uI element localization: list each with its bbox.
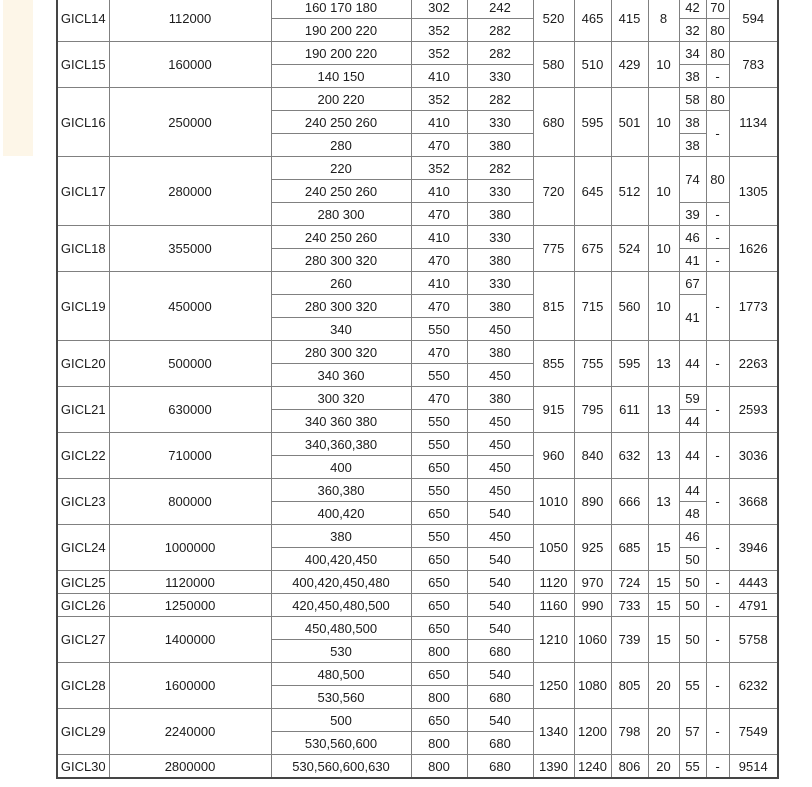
dim-d1-cell: 800 [411, 732, 467, 755]
torque-cell: 280000 [109, 157, 271, 226]
model-cell: GICL22 [57, 433, 109, 479]
dim-d2-cell: 282 [467, 42, 533, 65]
bore-range-cell: 160 170 180 [271, 0, 411, 19]
col-a-cell: 57 [679, 709, 706, 755]
bore-range-cell: 380 [271, 525, 411, 548]
dim-d1-cell: 550 [411, 364, 467, 387]
torque-cell: 2240000 [109, 709, 271, 755]
col-a-cell: 38 [679, 111, 706, 134]
dim-d2-cell: 680 [467, 755, 533, 779]
dim-l1-cell: 1080 [574, 663, 611, 709]
dim-d1-cell: 650 [411, 617, 467, 640]
dim-d2-cell: 540 [467, 663, 533, 686]
col-b-cell: - [706, 525, 729, 571]
mass-cell: 3036 [729, 433, 778, 479]
col-b-cell: - [706, 65, 729, 88]
dim-l1-cell: 840 [574, 433, 611, 479]
dim-l-cell: 1010 [533, 479, 574, 525]
dim-c-cell: 611 [611, 387, 648, 433]
dim-l1-cell: 795 [574, 387, 611, 433]
col-a-cell: 44 [679, 479, 706, 502]
dim-e-cell: 20 [648, 755, 679, 779]
bore-range-cell: 280 300 320 [271, 249, 411, 272]
dim-l-cell: 580 [533, 42, 574, 88]
dim-l-cell: 855 [533, 341, 574, 387]
col-a-cell: 32 [679, 19, 706, 42]
table-row [57, 42, 778, 65]
bore-range-cell: 140 150 [271, 65, 411, 88]
dim-d1-cell: 650 [411, 594, 467, 617]
table-row [57, 157, 778, 180]
model-cell: GICL23 [57, 479, 109, 525]
col-b-cell: 80 [706, 88, 729, 111]
dim-l1-cell: 465 [574, 0, 611, 42]
model-cell: GICL20 [57, 341, 109, 387]
table-row [57, 226, 778, 249]
dim-d2-cell: 380 [467, 295, 533, 318]
dim-e-cell: 10 [648, 88, 679, 157]
bore-range-cell: 530,560,600,630 [271, 755, 411, 779]
dim-d2-cell: 380 [467, 203, 533, 226]
dim-d2-cell: 680 [467, 640, 533, 663]
mass-cell: 1305 [729, 157, 778, 226]
bore-range-cell: 530,560 [271, 686, 411, 709]
model-cell: GICL29 [57, 709, 109, 755]
dim-d2-cell: 380 [467, 249, 533, 272]
dim-l1-cell: 1060 [574, 617, 611, 663]
dim-c-cell: 724 [611, 571, 648, 594]
mass-cell: 3946 [729, 525, 778, 571]
mass-cell: 594 [729, 0, 778, 42]
col-b-cell: - [706, 203, 729, 226]
dim-c-cell: 501 [611, 88, 648, 157]
dim-d1-cell: 550 [411, 410, 467, 433]
mass-cell: 1773 [729, 272, 778, 341]
col-b-cell: 80 [706, 42, 729, 65]
dim-c-cell: 798 [611, 709, 648, 755]
dim-d1-cell: 800 [411, 686, 467, 709]
dim-l1-cell: 970 [574, 571, 611, 594]
col-b-cell: - [706, 341, 729, 387]
dim-d1-cell: 550 [411, 318, 467, 341]
torque-cell: 250000 [109, 88, 271, 157]
table-row [57, 755, 778, 779]
col-a-cell: 41 [679, 249, 706, 272]
table-row [57, 617, 778, 640]
torque-cell: 355000 [109, 226, 271, 272]
dim-d1-cell: 410 [411, 272, 467, 295]
dim-l-cell: 815 [533, 272, 574, 341]
dim-e-cell: 13 [648, 433, 679, 479]
col-b-cell: - [706, 479, 729, 525]
dim-c-cell: 806 [611, 755, 648, 779]
bore-range-cell: 480,500 [271, 663, 411, 686]
dim-c-cell: 685 [611, 525, 648, 571]
dim-d2-cell: 450 [467, 433, 533, 456]
dim-d2-cell: 242 [467, 0, 533, 19]
dim-c-cell: 805 [611, 663, 648, 709]
mass-cell: 9514 [729, 755, 778, 779]
dim-d1-cell: 470 [411, 387, 467, 410]
torque-cell: 800000 [109, 479, 271, 525]
dim-d2-cell: 450 [467, 525, 533, 548]
dim-d2-cell: 282 [467, 157, 533, 180]
dim-l-cell: 1210 [533, 617, 574, 663]
bore-range-cell: 280 300 [271, 203, 411, 226]
bore-range-cell: 280 [271, 134, 411, 157]
bore-range-cell: 190 200 220 [271, 19, 411, 42]
model-cell: GICL25 [57, 571, 109, 594]
dim-d1-cell: 800 [411, 640, 467, 663]
col-a-cell: 55 [679, 663, 706, 709]
dim-d1-cell: 550 [411, 479, 467, 502]
col-a-cell: 34 [679, 42, 706, 65]
dim-d1-cell: 410 [411, 226, 467, 249]
dim-c-cell: 739 [611, 617, 648, 663]
bore-range-cell: 340 360 380 [271, 410, 411, 433]
model-cell: GICL18 [57, 226, 109, 272]
dim-d1-cell: 352 [411, 42, 467, 65]
dim-e-cell: 15 [648, 571, 679, 594]
page-margin-strip [3, 0, 33, 156]
table-row [57, 88, 778, 111]
col-a-cell: 38 [679, 134, 706, 157]
model-cell: GICL28 [57, 663, 109, 709]
table-row [57, 594, 778, 617]
torque-cell: 2800000 [109, 755, 271, 779]
mass-cell: 1134 [729, 88, 778, 157]
bore-range-cell: 420,450,480,500 [271, 594, 411, 617]
bore-range-cell: 280 300 320 [271, 295, 411, 318]
bore-range-cell: 340,360,380 [271, 433, 411, 456]
bore-range-cell: 260 [271, 272, 411, 295]
col-b-cell: - [706, 571, 729, 594]
table-row [57, 525, 778, 548]
bore-range-cell: 280 300 320 [271, 341, 411, 364]
model-cell: GICL16 [57, 88, 109, 157]
col-a-cell: 58 [679, 88, 706, 111]
dim-d1-cell: 550 [411, 525, 467, 548]
col-a-cell: 50 [679, 548, 706, 571]
dim-d1-cell: 352 [411, 19, 467, 42]
bore-range-cell: 530 [271, 640, 411, 663]
col-b-cell: 80 [706, 157, 729, 203]
col-a-cell: 44 [679, 341, 706, 387]
dim-c-cell: 595 [611, 341, 648, 387]
table-row [57, 663, 778, 686]
col-a-cell: 67 [679, 272, 706, 295]
col-a-cell: 55 [679, 755, 706, 779]
dim-e-cell: 13 [648, 387, 679, 433]
col-a-cell: 74 [679, 157, 706, 203]
torque-cell: 1000000 [109, 525, 271, 571]
dim-e-cell: 15 [648, 594, 679, 617]
dim-d1-cell: 650 [411, 663, 467, 686]
dim-d2-cell: 330 [467, 226, 533, 249]
dim-l-cell: 1120 [533, 571, 574, 594]
col-b-cell: 70 [706, 0, 729, 19]
dim-d1-cell: 470 [411, 249, 467, 272]
dim-e-cell: 15 [648, 617, 679, 663]
dim-d2-cell: 330 [467, 111, 533, 134]
dim-l1-cell: 715 [574, 272, 611, 341]
col-b-cell: - [706, 226, 729, 249]
mass-cell: 2263 [729, 341, 778, 387]
bore-range-cell: 240 250 260 [271, 180, 411, 203]
bore-range-cell: 400,420,450,480 [271, 571, 411, 594]
dim-c-cell: 560 [611, 272, 648, 341]
dim-d2-cell: 450 [467, 364, 533, 387]
dim-l1-cell: 755 [574, 341, 611, 387]
bore-range-cell: 360,380 [271, 479, 411, 502]
mass-cell: 7549 [729, 709, 778, 755]
dim-e-cell: 10 [648, 157, 679, 226]
spec-table [56, 0, 779, 779]
model-cell: GICL21 [57, 387, 109, 433]
torque-cell: 500000 [109, 341, 271, 387]
dim-l1-cell: 1200 [574, 709, 611, 755]
model-cell: GICL15 [57, 42, 109, 88]
dim-l1-cell: 925 [574, 525, 611, 571]
dim-l1-cell: 510 [574, 42, 611, 88]
bore-range-cell: 220 [271, 157, 411, 180]
dim-d1-cell: 352 [411, 88, 467, 111]
dim-e-cell: 15 [648, 525, 679, 571]
dim-c-cell: 429 [611, 42, 648, 88]
table-row [57, 479, 778, 502]
dim-e-cell: 13 [648, 341, 679, 387]
col-a-cell: 46 [679, 525, 706, 548]
dim-d1-cell: 410 [411, 111, 467, 134]
bore-range-cell: 240 250 260 [271, 226, 411, 249]
dim-d1-cell: 410 [411, 65, 467, 88]
dim-e-cell: 20 [648, 663, 679, 709]
bore-range-cell: 530,560,600 [271, 732, 411, 755]
torque-cell: 1600000 [109, 663, 271, 709]
dim-d1-cell: 650 [411, 502, 467, 525]
dim-e-cell: 10 [648, 272, 679, 341]
spec-table-body [57, 0, 778, 778]
dim-d2-cell: 540 [467, 502, 533, 525]
col-b-cell: - [706, 387, 729, 433]
bore-range-cell: 400,420,450 [271, 548, 411, 571]
dim-l-cell: 680 [533, 88, 574, 157]
mass-cell: 4443 [729, 571, 778, 594]
table-row [57, 341, 778, 364]
bore-range-cell: 340 360 [271, 364, 411, 387]
torque-cell: 1250000 [109, 594, 271, 617]
dim-d2-cell: 282 [467, 88, 533, 111]
dim-l-cell: 1250 [533, 663, 574, 709]
bore-range-cell: 240 250 260 [271, 111, 411, 134]
mass-cell: 1626 [729, 226, 778, 272]
col-a-cell: 44 [679, 433, 706, 479]
dim-d2-cell: 380 [467, 134, 533, 157]
dim-d2-cell: 450 [467, 318, 533, 341]
dim-d2-cell: 330 [467, 65, 533, 88]
dim-d1-cell: 410 [411, 180, 467, 203]
mass-cell: 2593 [729, 387, 778, 433]
model-cell: GICL30 [57, 755, 109, 779]
torque-cell: 1120000 [109, 571, 271, 594]
bore-range-cell: 500 [271, 709, 411, 732]
torque-cell: 160000 [109, 42, 271, 88]
dim-d2-cell: 540 [467, 617, 533, 640]
mass-cell: 6232 [729, 663, 778, 709]
table-row [57, 272, 778, 295]
model-cell: GICL27 [57, 617, 109, 663]
col-a-cell: 48 [679, 502, 706, 525]
dim-e-cell: 10 [648, 226, 679, 272]
table-row [57, 433, 778, 456]
col-b-cell: - [706, 617, 729, 663]
dim-e-cell: 13 [648, 479, 679, 525]
col-a-cell: 46 [679, 226, 706, 249]
dim-d1-cell: 800 [411, 755, 467, 779]
dim-e-cell: 8 [648, 0, 679, 42]
table-row [57, 0, 778, 19]
dim-l-cell: 720 [533, 157, 574, 226]
table-row [57, 387, 778, 410]
model-cell: GICL26 [57, 594, 109, 617]
bore-range-cell: 340 [271, 318, 411, 341]
model-cell: GICL17 [57, 157, 109, 226]
model-cell: GICL24 [57, 525, 109, 571]
col-a-cell: 50 [679, 571, 706, 594]
col-a-cell: 42 [679, 0, 706, 19]
bore-range-cell: 400,420 [271, 502, 411, 525]
col-b-cell: - [706, 433, 729, 479]
col-b-cell: - [706, 594, 729, 617]
mass-cell: 4791 [729, 594, 778, 617]
table-row [57, 571, 778, 594]
bore-range-cell: 300 320 [271, 387, 411, 410]
torque-cell: 1400000 [109, 617, 271, 663]
dim-d1-cell: 650 [411, 571, 467, 594]
dim-e-cell: 10 [648, 42, 679, 88]
dim-c-cell: 666 [611, 479, 648, 525]
torque-cell: 112000 [109, 0, 271, 42]
dim-l-cell: 1160 [533, 594, 574, 617]
dim-d2-cell: 380 [467, 341, 533, 364]
dim-l-cell: 915 [533, 387, 574, 433]
bore-range-cell: 190 200 220 [271, 42, 411, 65]
dim-c-cell: 415 [611, 0, 648, 42]
coupling-spec-table-wrap [56, 0, 777, 779]
dim-d1-cell: 650 [411, 456, 467, 479]
torque-cell: 450000 [109, 272, 271, 341]
table-row [57, 709, 778, 732]
dim-d2-cell: 540 [467, 571, 533, 594]
col-b-cell: - [706, 111, 729, 157]
col-b-cell: - [706, 272, 729, 341]
dim-d2-cell: 450 [467, 456, 533, 479]
dim-d2-cell: 380 [467, 387, 533, 410]
dim-l-cell: 775 [533, 226, 574, 272]
dim-d2-cell: 540 [467, 709, 533, 732]
mass-cell: 783 [729, 42, 778, 88]
dim-l-cell: 1390 [533, 755, 574, 779]
dim-l1-cell: 990 [574, 594, 611, 617]
col-b-cell: - [706, 663, 729, 709]
col-a-cell: 59 [679, 387, 706, 410]
col-b-cell: - [706, 755, 729, 779]
dim-d2-cell: 330 [467, 272, 533, 295]
dim-d1-cell: 650 [411, 548, 467, 571]
dim-l-cell: 960 [533, 433, 574, 479]
dim-d1-cell: 302 [411, 0, 467, 19]
col-a-cell: 38 [679, 65, 706, 88]
dim-d2-cell: 540 [467, 594, 533, 617]
dim-l-cell: 1050 [533, 525, 574, 571]
dim-l1-cell: 890 [574, 479, 611, 525]
col-a-cell: 50 [679, 594, 706, 617]
bore-range-cell: 450,480,500 [271, 617, 411, 640]
dim-e-cell: 20 [648, 709, 679, 755]
dim-l1-cell: 645 [574, 157, 611, 226]
model-cell: GICL14 [57, 0, 109, 42]
dim-d2-cell: 680 [467, 732, 533, 755]
dim-c-cell: 733 [611, 594, 648, 617]
col-a-cell: 41 [679, 295, 706, 341]
model-cell: GICL19 [57, 272, 109, 341]
dim-c-cell: 512 [611, 157, 648, 226]
mass-cell: 3668 [729, 479, 778, 525]
col-a-cell: 39 [679, 203, 706, 226]
dim-d1-cell: 470 [411, 134, 467, 157]
col-a-cell: 50 [679, 617, 706, 663]
dim-c-cell: 632 [611, 433, 648, 479]
dim-l-cell: 1340 [533, 709, 574, 755]
dim-d2-cell: 680 [467, 686, 533, 709]
dim-d2-cell: 540 [467, 548, 533, 571]
col-b-cell: - [706, 709, 729, 755]
dim-d1-cell: 352 [411, 157, 467, 180]
dim-d2-cell: 330 [467, 180, 533, 203]
dim-d1-cell: 470 [411, 341, 467, 364]
dim-d2-cell: 282 [467, 19, 533, 42]
dim-l1-cell: 675 [574, 226, 611, 272]
dim-l-cell: 520 [533, 0, 574, 42]
torque-cell: 710000 [109, 433, 271, 479]
dim-d1-cell: 650 [411, 709, 467, 732]
bore-range-cell: 400 [271, 456, 411, 479]
dim-l1-cell: 1240 [574, 755, 611, 779]
dim-d1-cell: 470 [411, 203, 467, 226]
dim-d2-cell: 450 [467, 410, 533, 433]
col-a-cell: 44 [679, 410, 706, 433]
col-b-cell: - [706, 249, 729, 272]
dim-d2-cell: 450 [467, 479, 533, 502]
col-b-cell: 80 [706, 19, 729, 42]
dim-d1-cell: 550 [411, 433, 467, 456]
torque-cell: 630000 [109, 387, 271, 433]
dim-d1-cell: 470 [411, 295, 467, 318]
bore-range-cell: 200 220 [271, 88, 411, 111]
dim-c-cell: 524 [611, 226, 648, 272]
mass-cell: 5758 [729, 617, 778, 663]
dim-l1-cell: 595 [574, 88, 611, 157]
